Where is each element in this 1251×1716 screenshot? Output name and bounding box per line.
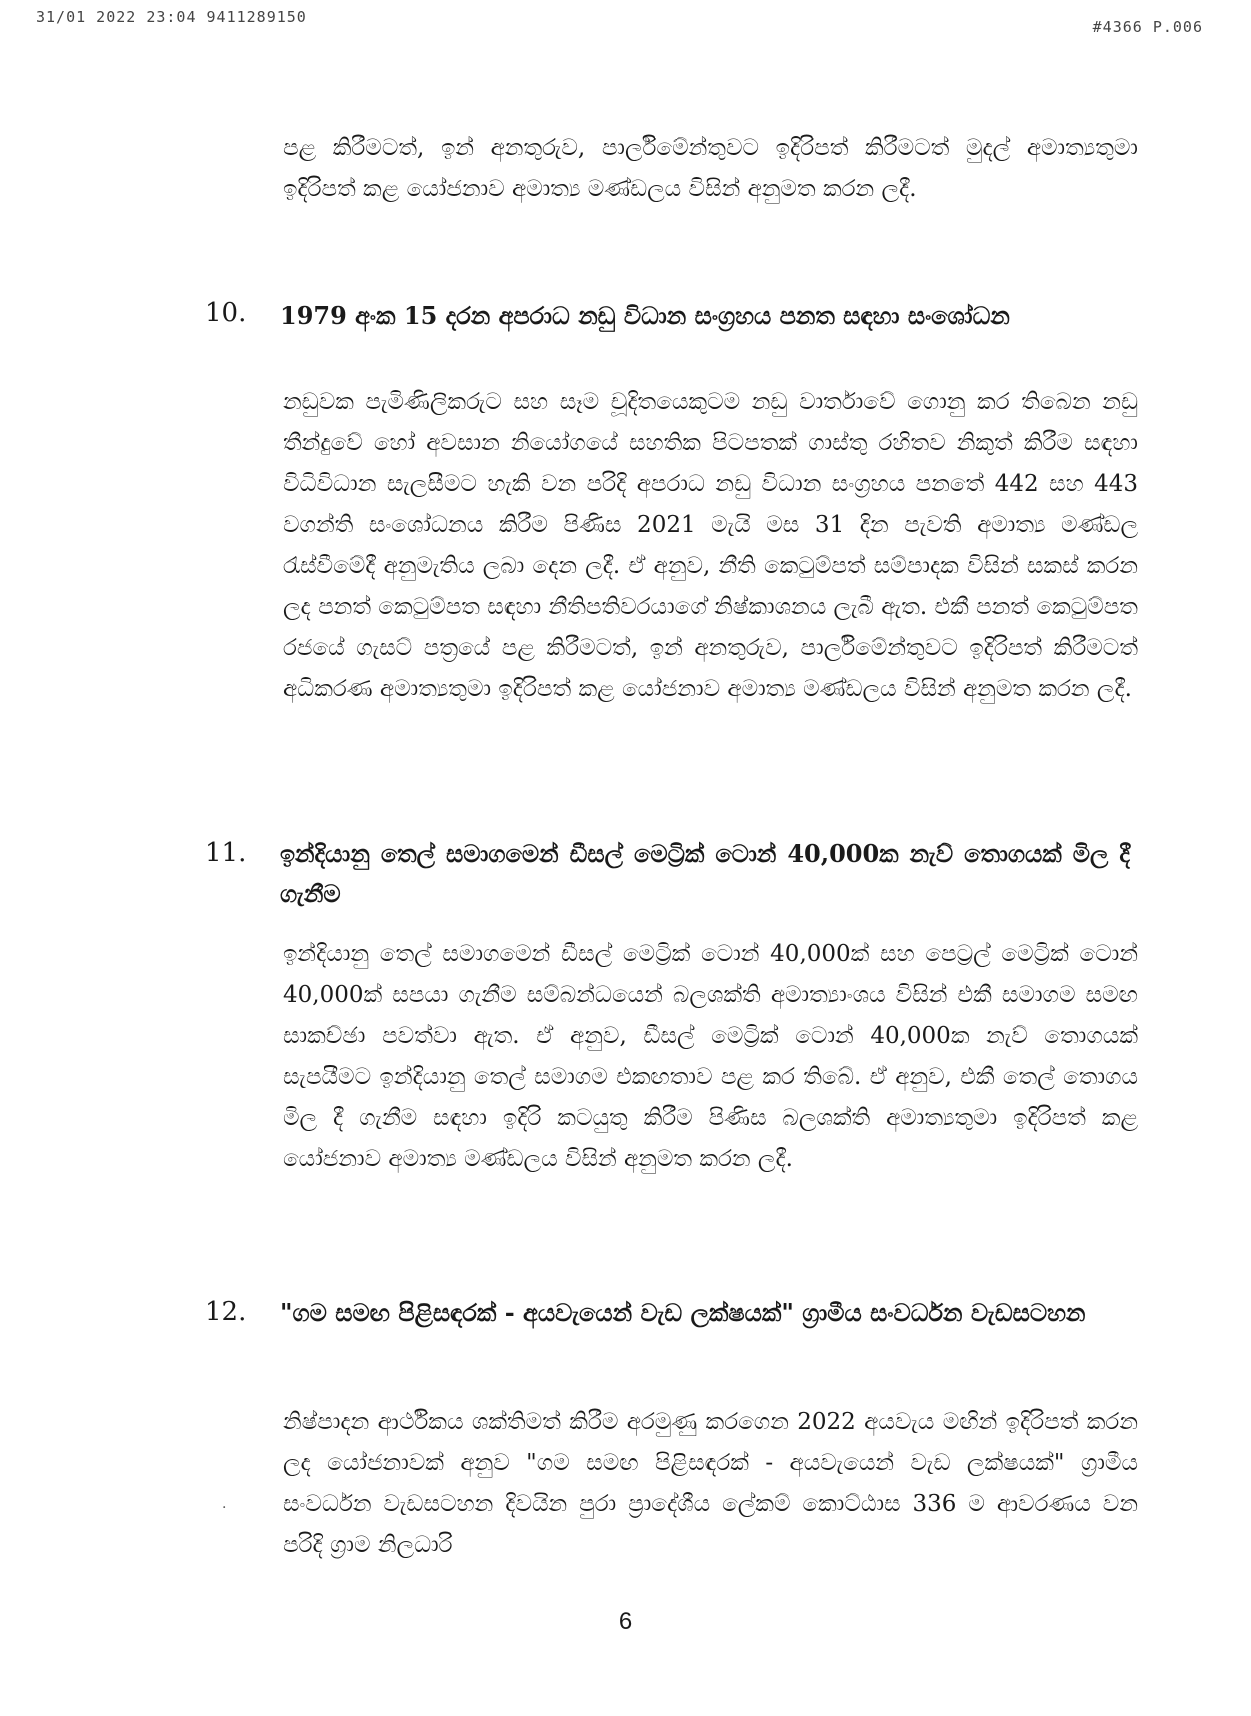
section-10-heading [205,296,1165,336]
section-12-body: නිෂ්පාදන ආර්ථිකය ශක්තිමත් කිරීම අරමුණු කරගෙන 2022 අයවැය මඟින් ඉදිරිපත් කරන ලද යෝජනාවක් අනුව "ගම සමඟ පිළිසඳරක් - අයවැයෙන් වැඩ ලක්ෂයක්" ග්‍රාමීය සංවර්ධන වැඩසටහන දිවයින පුරා ප්‍රාදේශීය ලේකම් කොට්ඨාස 336 ම ආවරණය වන පරිදි ග්‍රාම නිලධාරි [283,1409,1138,1558]
section-12-number: 12. [205,1297,247,1327]
intro-paragraph: පළ කිරීමටත්, ඉන් අනතුරුව, පාර්ලිමේන්තුවට ඉදිරිපත් කිරීමටත් මුදල් අමාත්‍යතුමා ඉදිරිපත් කළ යෝජනාව අමාත්‍ය මණ්ඩලය විසින් අනුමත කරන ලදී. [283,135,1138,202]
fax-timestamp-line: 31/01 2022 23:04 9411289150 [36,8,307,26]
section-11-title: ඉන්දියානු තෙල් සමාගමෙන් ඩීසල් මෙට්‍රික් ටොන් 40,000ක නැව් තොගයක් මිල දී ගැනීම [280,839,1130,908]
fax-header [36,8,1203,36]
section-11-heading [205,834,1165,914]
section-12-title: "ගම සමඟ පිළිසඳරක් - අයවැයෙන් වැඩ ලක්ෂයක්" ග්‍රාමීය සංවර්ධන වැඩසටහන [280,1298,1086,1327]
fax-page-code: #4366 P.006 [1092,18,1203,36]
section-11-number: 11. [205,838,247,868]
section-10-number: 10. [205,298,247,328]
section-12-heading [205,1293,1165,1373]
page-number: 6 [618,1608,633,1635]
section-10-title: 1979 අංක 15 දරන අපරාධ නඩු විධාන සංග්‍රහය පනත සඳහා සංශෝධන [280,301,1010,330]
section-10-body: නඩුවක පැමිණිලිකරුට සහ සෑම චූදිතයෙකුටම නඩු වාර්තාවේ ගොනු කර තිබෙන නඩු තීන්දුවේ හෝ අවසාන නියෝගයේ සහතික පිටපතක් ගාස්තු රහිතව නිකුත් කිරීම සඳහා විධිවිධාන සැලසීමට හැකි වන පරිදි අපරාධ නඩු විධාන සංග්‍රහය පනතේ 442 සහ 443 වගන්ති සංශෝධනය කිරීම පිණිස 2021 මැයි මස 31 දින පැවති අමාත්‍ය මණ්ඩල රැස්වීමේදී අනුමැතිය ලබා දෙන ලදී. ඒ අනුව, නීති කෙටුම්පත් සම්පාදක විසින් සකස් කරන ලද පනත් කෙටුම්පත සඳහා නීතිපතිවරයාගේ නිෂ්කාශනය ලැබී ඇත. එකී පනත් කෙටුම්පත රජයේ ගැසට් පත්‍රයේ පළ කිරීමටත්, ඉන් අනතුරුව, පාර්ලිමේන්තුවට ඉදිරිපත් කිරීමටත් අධිකරණ අමාත්‍යතුමා ඉදිරිපත් කළ යෝජනාව අමාත්‍ය මණ්ඩලය විසින් අනුමත කරන ලදී. [283,389,1138,702]
scan-speck: · [222,1500,227,1516]
section-11-body: ඉන්දියානු තෙල් සමාගමෙන් ඩීසල් මෙට්‍රික් ටොන් 40,000ක් සහ පෙට්‍රල් මෙට්‍රික් ටොන් 40,000ක් සපයා ගැනීම සම්බන්ධයෙන් බලශක්ති අමාත්‍යාංශය විසින් එකී සමාගම සමඟ සාකච්ඡා පවත්වා ඇත. ඒ අනුව, ඩීසල් මෙට්‍රික් ටොන් 40,000ක නැව් තොගයක් සැපයීමට ඉන්දියානු තෙල් සමාගම එකඟතාව පළ කර තිබේ. ඒ අනුව, එකී තෙල් තොගය මිල දී ගැනීම සඳහා ඉදිරි කටයුතු කිරීම පිණිස බලශක්ති අමාත්‍යතුමා ඉදිරිපත් කළ යෝජනාව අමාත්‍ය මණ්ඩලය විසින් අනුමත කරන ලදී. [283,941,1138,1172]
